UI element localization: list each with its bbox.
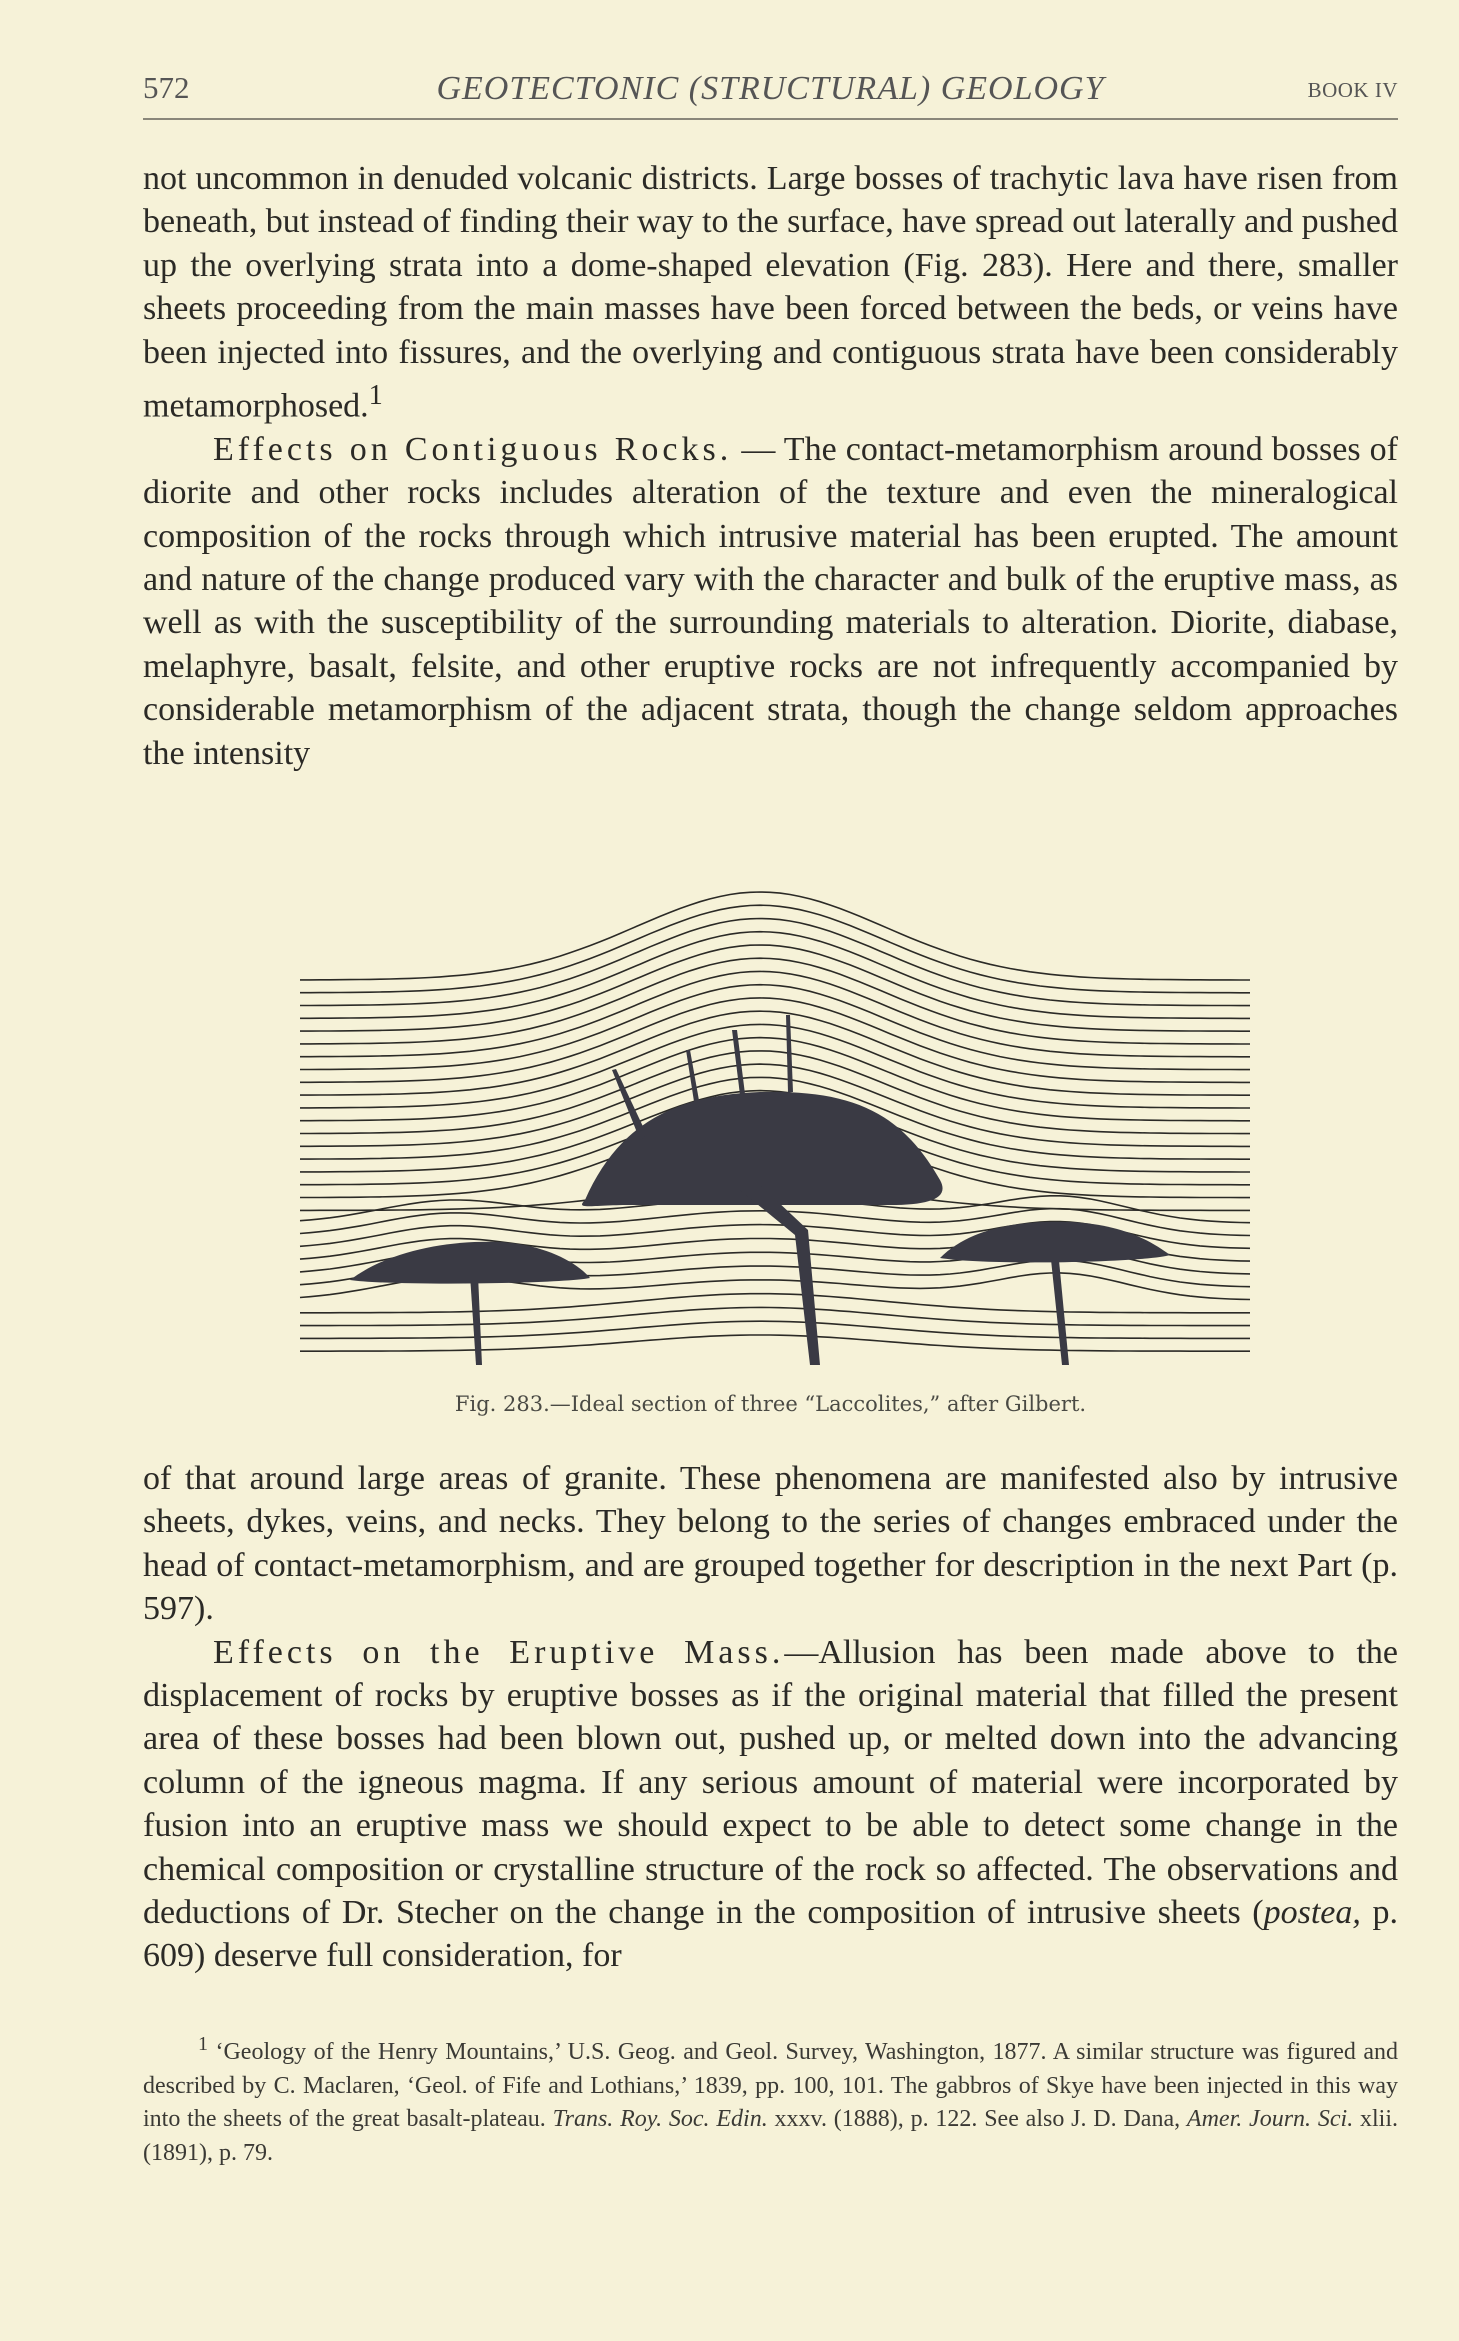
stratum-line (300, 945, 1250, 1031)
laccolite-section-drawing (290, 880, 1270, 1365)
stratum-line (300, 1294, 1250, 1313)
right-feeder-dyke (1050, 1250, 1069, 1365)
text-after-figure (143, 1457, 1398, 1978)
figure-caption: Fig. 283.—Ideal section of three “Laccolites,” after Gilbert. (454, 1392, 1087, 1416)
stratum-line (300, 971, 1250, 1056)
section-heading-contiguous: Effects on Contiguous Rocks. (213, 430, 733, 468)
stratum-line (300, 932, 1250, 1019)
stratum-line (300, 958, 1250, 1044)
text-before-figure (143, 157, 1398, 775)
running-header (143, 70, 1398, 120)
stratum-line (300, 905, 1250, 993)
page-number: 572 (143, 70, 190, 105)
footnote-1: $^1$ ‘Geology of the Henry Mountains,’ U.S. Geog. and Geol. Survey, Washington, 1877. A similar structure was figured and described by C. Maclaren, ‘Geol. of Fife and Lothians,’ 1839, pp. 100, 101. The gabbros of Skye have been injected in this way into the sheets of the great basalt-plateau. Trans. Roy. Soc. Edin. xxxv. (1888), p. 122. See also J. D. Dana, Amer. Journ. Sci. xlii. (1891), p. 79. (143, 2033, 1399, 2166)
paragraph-4: Effects on the Eruptive Mass.—Allusion has been made above to the displacement of rocks by eruptive bosses as if the original material that filled the present area of these bosses had been blown out, pushed up, or melted down into the advancing column of the igneous magma. If any serious amount of material were incorporated by fusion into an eruptive mass we should expect to be able to detect some change in the chemical composition or crystalline structure of the rock so affected. The observations and deductions of Dr. Stecher on the change in the composition of intrusive sheets (postea, p. 609) deserve full consideration, for (143, 1633, 1399, 1975)
paragraph-2: Effects on Contiguous Rocks. — The contact-metamorphism around bosses of diorite and other rocks includes alteration of the texture and even the mineralogical composition of the rocks through which intrusive material has been erupted. The amount and nature of the change produced vary with the character and bulk of the eruptive mass, as well as with the susceptibility of the surrounding materials to alteration. Diorite, diabase, melaphyre, basalt, felsite, and other eruptive rocks are not infrequently accompanied by considerable metamorphism of the adjacent strata, though the change seldom approaches the intensity (143, 430, 1398, 772)
stratum-line (300, 1307, 1250, 1325)
vein (732, 1030, 745, 1095)
footnote-ref: 1 (368, 380, 383, 412)
left-feeder-dyke (470, 1275, 482, 1365)
stratum-line (300, 919, 1250, 1006)
footnote-mark: 1 (198, 2033, 208, 2055)
footnotes (143, 2028, 1398, 2170)
running-title: GEOTECTONIC (STRUCTURAL) GEOLOGY (436, 70, 1105, 107)
book-label: BOOK IV (1307, 78, 1398, 102)
paragraph-3: of that around large areas of granite. These phenomena are manifested also by intrusive sheets, dykes, veins, and necks. They belong to the series of changes embraced under the head of contact-metamorphism, and are grouped together for description in the next Part (p. 597). (143, 1460, 1398, 1628)
vein (686, 1050, 700, 1108)
section-heading-eruptive: Effects on the Eruptive Mass. (213, 1633, 785, 1671)
paragraph-1: not uncommon in denuded volcanic districts. Large bosses of trachytic lava have risen from beneath, but instead of finding their way to the surface, have spread out laterally and pushed up the overlying strata into a dome-shaped elevation (Fig. 283). Here and there, smaller sheets proceeding from the main masses have been forced between the beds, or veins have been injected into fissures, and the overlying and contiguous strata have been considerably metamorphosed.$^1$ (143, 160, 1398, 425)
laccolite-figure (290, 880, 1270, 1365)
